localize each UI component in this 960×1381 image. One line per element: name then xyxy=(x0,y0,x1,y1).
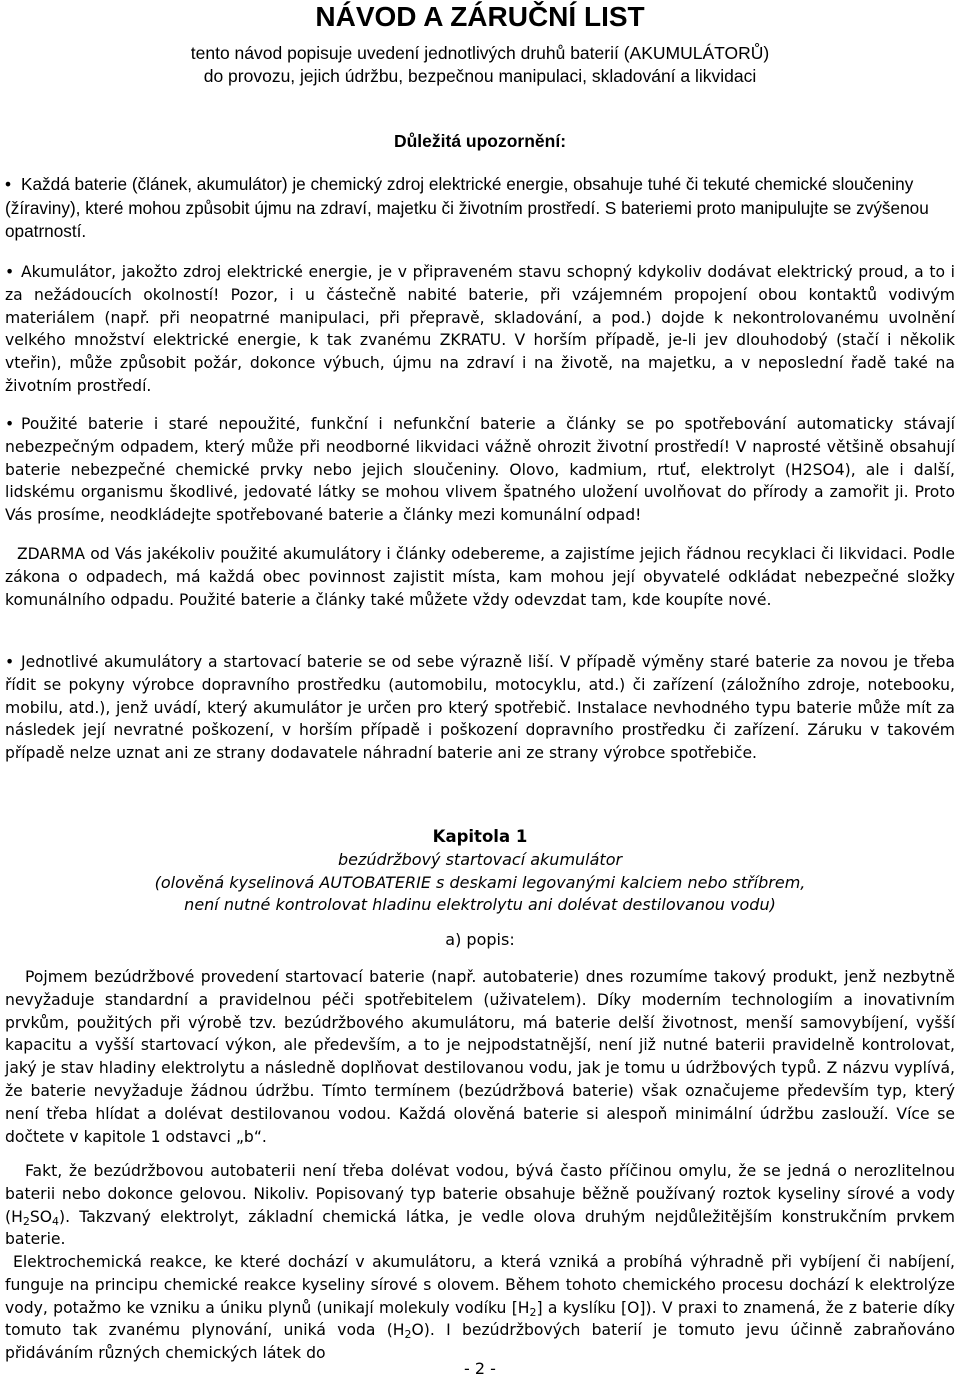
recycling-paragraph: ZDARMA od Vás jakékoliv použité akumulátory i články odebereme, a zajistíme jejich řádnou recyklaci či likvidaci. Podle zákona o odpadech, má každá obec povinnost zajistit místa, kam mohou její obyvatelé odkládat nebezpečné složky komunálního odpadu. Použité baterie a články také můžete vždy odevzdat tam, kde koupíte nové. xyxy=(5,545,955,609)
subscript: 2 xyxy=(22,1214,30,1228)
chapter-subtitle: (olověná kyselinová AUTOBATERIE s deskami legovanými kalciem nebo stříbrem, xyxy=(154,873,806,892)
body-text: Elektrochemická reakce, ke které dochází v akumulátoru, a která vzniká a probíhá výhradně při vybíjení či nabíjení, funguje na principu chemické reakce kyseliny sírové s olovem. Během tohoto chemického procesu dochází k elektrolýze vody, potažmo ke vzniku a úniku plynů (unikají molekuly vodíku [H xyxy=(5,1253,955,1317)
subtitle-line: tento návod popisuje uvedení jednotlivých druhů baterií (AKUMULÁTORŮ) xyxy=(190,43,770,63)
section-heading: a) popis: xyxy=(445,930,515,949)
page-title: NÁVOD A ZÁRUČNÍ LIST xyxy=(315,1,645,32)
subscript: 2 xyxy=(404,1328,412,1342)
warning-text: Každá baterie (článek, akumulátor) je chemický zdroj elektrické energie, obsahuje tuhé či tekuté chemické sloučeniny (žíraviny), které mohou způsobit újmu na zdraví, majetku či životním prostředí. S bateriemi proto manipulujte se zvýšenou opatrností. xyxy=(5,174,929,241)
bullet-icon: • xyxy=(5,174,12,194)
subscript: 4 xyxy=(52,1214,59,1228)
subscript: 2 xyxy=(529,1305,537,1319)
body-text: SO xyxy=(29,1207,52,1226)
warning-text: Použité baterie i staré nepoužité, funkční i nefunkční baterie a články se po spotřebování automaticky stávají nebezpečným odpadem, který může při neodborné likvidaci vážně ohrozit životní prostředí! V naprosté většině obsahují baterie nebezpečné chemické prvky nebo jejich sloučeniny. Olovo, kadmium, rtuť, elektrolyt (H2SO4), ale i další, lidskému organismu škodlivé, jedovaté látky se mohou vlivem špatného uložení uvolňovat do přírody a zamořit ji. Proto Vás prosíme, neodkládejte spotřebované baterie a články mezi komunální odpad! xyxy=(5,415,955,525)
warning-text: Jednotlivé akumulátory a startovací baterie se od sebe výrazně liší. V případě výměny staré baterie za novou je třeba řídit se pokyny výrobce dopravního prostředku (automobilu, motocyklu, atd.) či zařízení (záložního zdroje, notebooku, mobilu, atd.), jenž uvádí, který akumulátor je určen pro který spotřebič. Instalace nevhodného typu baterie může mít za následek její nevratné poškození, v horším případě i poškození dopravního prostředku či zařízení. Záruku v takovém případě nelze uznat ani ze strany dodavatele náhradní baterie ani ze strany výrobce spotřebiče. xyxy=(5,653,955,763)
bullet-icon: • xyxy=(5,415,15,433)
warning-paragraph xyxy=(5,651,955,765)
warning-paragraph xyxy=(5,413,955,527)
warning-text: Akumulátor, jakožto zdroj elektrické energie, je v připraveném stavu schopný kdykoliv dodávat elektrický proud, a to i za nežádoucích okolností! Pozor, i u částečně nabité baterie, při vzájemném propojení obou kontaktů vodivým materiálem (např. při neopatrné manipulaci, při přepravě, skladování, a pod.) dojde k nekontrolovanému uvolnění velkého množství elektrické energie, k tak zvanému ZKRATU. V horším případě, je-li jev dlouhodobý (stačí i několik vteřin), může způsobit požár, dokonce výbuch, újmu na zdraví i na životě, na majetku, a v neposlední řadě také na životním prostředí. xyxy=(5,263,955,395)
body-text: O). I bezúdržbových baterií je tomuto jevu účinně zabraňováno přidáváním různých chemických látek do xyxy=(5,1321,955,1363)
subtitle xyxy=(0,42,960,88)
page-number: - 2 - xyxy=(464,1359,496,1378)
chapter-title: Kapitola 1 xyxy=(432,827,528,846)
body-paragraph xyxy=(5,1160,955,1251)
chapter-subtitle: není nutné kontrolovat hladinu elektrolytu ani dolévat destilovanou vodu) xyxy=(184,895,776,914)
body-text: Fakt, že bezúdržbovou autobaterii není třeba dolévat vodou, bývá často příčinou omylu, že se jedná o nerozlitelnou baterii nebo dokonce gelovou. Nikoliv. Popisovaný typ baterie obsahuje běžně používaný roztok kyseliny sírové a vody (H xyxy=(5,1162,955,1226)
body-text: ] a kyslíku [O]). V praxi to znamená, že z baterie díky tomuto tak zvanému plynování, uniká voda (H xyxy=(5,1298,955,1340)
warning-paragraph xyxy=(5,261,955,398)
body-text: ). Takzvaný elektrolyt, základní chemická látka, je vedle olova druhým nejdůležitějším konstrukčním prvkem baterie. xyxy=(5,1207,955,1249)
bullet-icon: • xyxy=(5,653,15,671)
warning-paragraph xyxy=(5,173,955,244)
body-paragraph: Pojmem bezúdržbové provedení startovací baterie (např. autobaterie) dnes rozumíme takový produkt, jenž nezbytně nevyžaduje standardní a pravidelnou péči spotřebitelem (uživatelem). Díky moderním technologiím a inovativním prvkům, použitých při výrobě tzv. bezúdržbového akumulátoru, má baterie delší životnost, menší samovybíjení, vyšší kapacitu a vyšší startovací výkon, ale především, a to je nejpodstatnější, není již nutné baterii pravidelně kontrolovat, jaký je stav hladiny elektrolytu a následně doplňovat destilovanou vodu, jak je tomu u údržbových typů. Z názvu vyplívá, že baterie nevyžaduje žádnou údržbu. Tímto termínem (bezúdržbová baterie) však označujeme především typ, který není třeba hlídat a dolévat destilovanou vodou. Každá olověná baterie si alespoň minimální údržbu zaslouží. Více se dočtete v kapitole 1 odstavci „b“. xyxy=(5,968,955,1146)
subtitle-line: do provozu, jejich údržbu, bezpečnou manipulaci, skladování a likvidaci xyxy=(203,66,757,86)
important-heading: Důležitá upozornění: xyxy=(393,131,567,151)
chapter-subtitle: bezúdržbový startovací akumulátor xyxy=(337,850,623,869)
bullet-icon: • xyxy=(5,263,15,281)
body-paragraph xyxy=(5,1251,955,1363)
